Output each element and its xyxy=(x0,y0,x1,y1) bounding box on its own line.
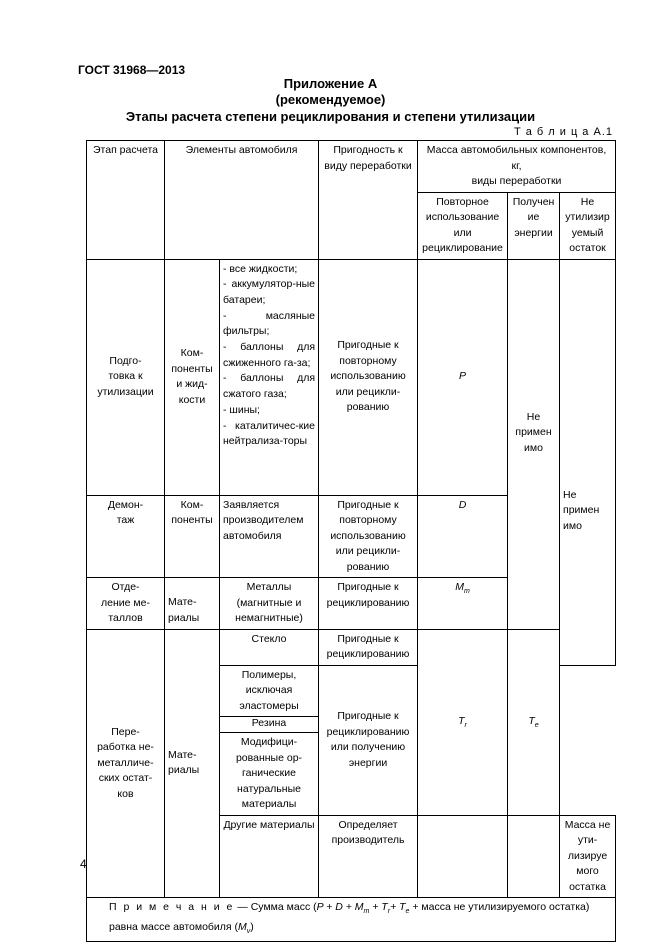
mass-mm: $M_m$ xyxy=(455,581,470,596)
header-mass: Масса автомобильных компонентов, кг, виды переработки xyxy=(418,141,616,193)
suit-other: Определяет производитель xyxy=(319,815,418,898)
header-elements: Элементы автомобиля xyxy=(165,141,319,260)
table-note: П р и м е ч а н и е — Сумма масс ($P + D + M_m + T_r+ T_e$ + масса не утилизируемого остатка) равна массе автомобиля $(M_v)$ xyxy=(87,898,616,942)
header-nonutil: Не утилизир уемый остаток xyxy=(560,192,616,259)
mass-other xyxy=(418,815,508,898)
group-prep: Ком- поненты и жид- кости xyxy=(165,259,220,495)
suit-energy: Пригодные к рециклированию или получению энергии xyxy=(319,665,418,815)
prep-item-2: - аккумулятор-ные батареи; xyxy=(223,278,316,306)
table-label: Т а б л и ц а А.1 xyxy=(513,126,613,138)
suit-glass: Пригодные к рециклированию xyxy=(319,629,418,665)
item-other: Другие материалы xyxy=(220,815,319,898)
nonutil-na: Не примен имо xyxy=(560,259,616,665)
header-reuse: Повторное использование или рециклирование xyxy=(418,192,508,259)
item-glass: Стекло xyxy=(220,629,319,665)
stage-nonmetal: Пере- работка не- металличе- ских остат- ков xyxy=(87,629,165,898)
stage-metals: Отде- ление ме- таллов xyxy=(87,578,165,630)
prep-item-4: - баллоны для сжиженного га-за; xyxy=(223,341,316,369)
prep-items xyxy=(220,259,319,495)
document-id: ГОСТ 31968—2013 xyxy=(78,63,186,77)
prep-item-1: - все жидкости; xyxy=(223,262,298,275)
header-energy: Получен ие энергии xyxy=(508,192,560,259)
note-label: П р и м е ч а н и е xyxy=(109,901,235,913)
item-rubber: Резина xyxy=(220,717,319,733)
prep-item-5: - баллоны для сжатого газа; xyxy=(223,372,316,401)
group-nonmetal: Мате- риалы xyxy=(165,629,220,898)
suit-metals: Пригодные к рециклированию xyxy=(319,578,418,630)
stage-prep: Подго- товка к утилизации xyxy=(87,259,165,495)
header-stage: Этап расчета xyxy=(87,141,165,260)
header-suitability: Пригодность к виду переработки xyxy=(319,141,418,260)
mass-d: D xyxy=(458,498,467,511)
annex-title: Приложение А xyxy=(283,76,378,91)
item-metals: Металлы (магнитные и немагнитные) xyxy=(220,578,319,630)
group-metals: Мате- риалы xyxy=(165,578,220,630)
prep-item-6: - шины; xyxy=(223,403,260,416)
suit-dismantle: Пригодные к повторному использованию или рецикли-рованию xyxy=(319,495,418,578)
mass-dismantle xyxy=(418,495,508,578)
page-number: 4 xyxy=(80,857,87,871)
mass-tr: $T_r$ xyxy=(418,629,508,815)
group-dismantle: Ком- поненты xyxy=(165,495,220,578)
prep-item-7: - каталитичес-кие нейтрализа-торы xyxy=(223,419,316,448)
energy-na: Не примен имо xyxy=(508,259,560,629)
item-organics: Модифици-рованные ор-ганические натуральные материалы xyxy=(220,733,319,816)
suit-prep: Пригодные к повторному использованию или рецикли-рованию xyxy=(319,259,418,495)
mass-p: P xyxy=(459,370,467,383)
mass-te: $T_e$ xyxy=(508,629,560,815)
item-polymers: Полимеры, исключая эластомеры xyxy=(220,665,319,717)
annex-subtitle: Этапы расчета степени рециклирования и степени утилизации xyxy=(125,109,536,124)
item-dismantle: Заявляется производителем автомобиля xyxy=(220,495,319,578)
residue-mass: Масса не ути-лизируе мого остатка xyxy=(560,815,616,898)
annex-status: (рекомендуемое) xyxy=(275,92,386,107)
mass-metals xyxy=(418,578,508,630)
stage-dismantle: Демон- таж xyxy=(87,495,165,578)
prep-item-3: - масляные фильтры; xyxy=(223,309,316,338)
recycling-stages-table xyxy=(86,140,616,942)
energy-other xyxy=(508,815,560,898)
mass-prep xyxy=(418,259,508,495)
